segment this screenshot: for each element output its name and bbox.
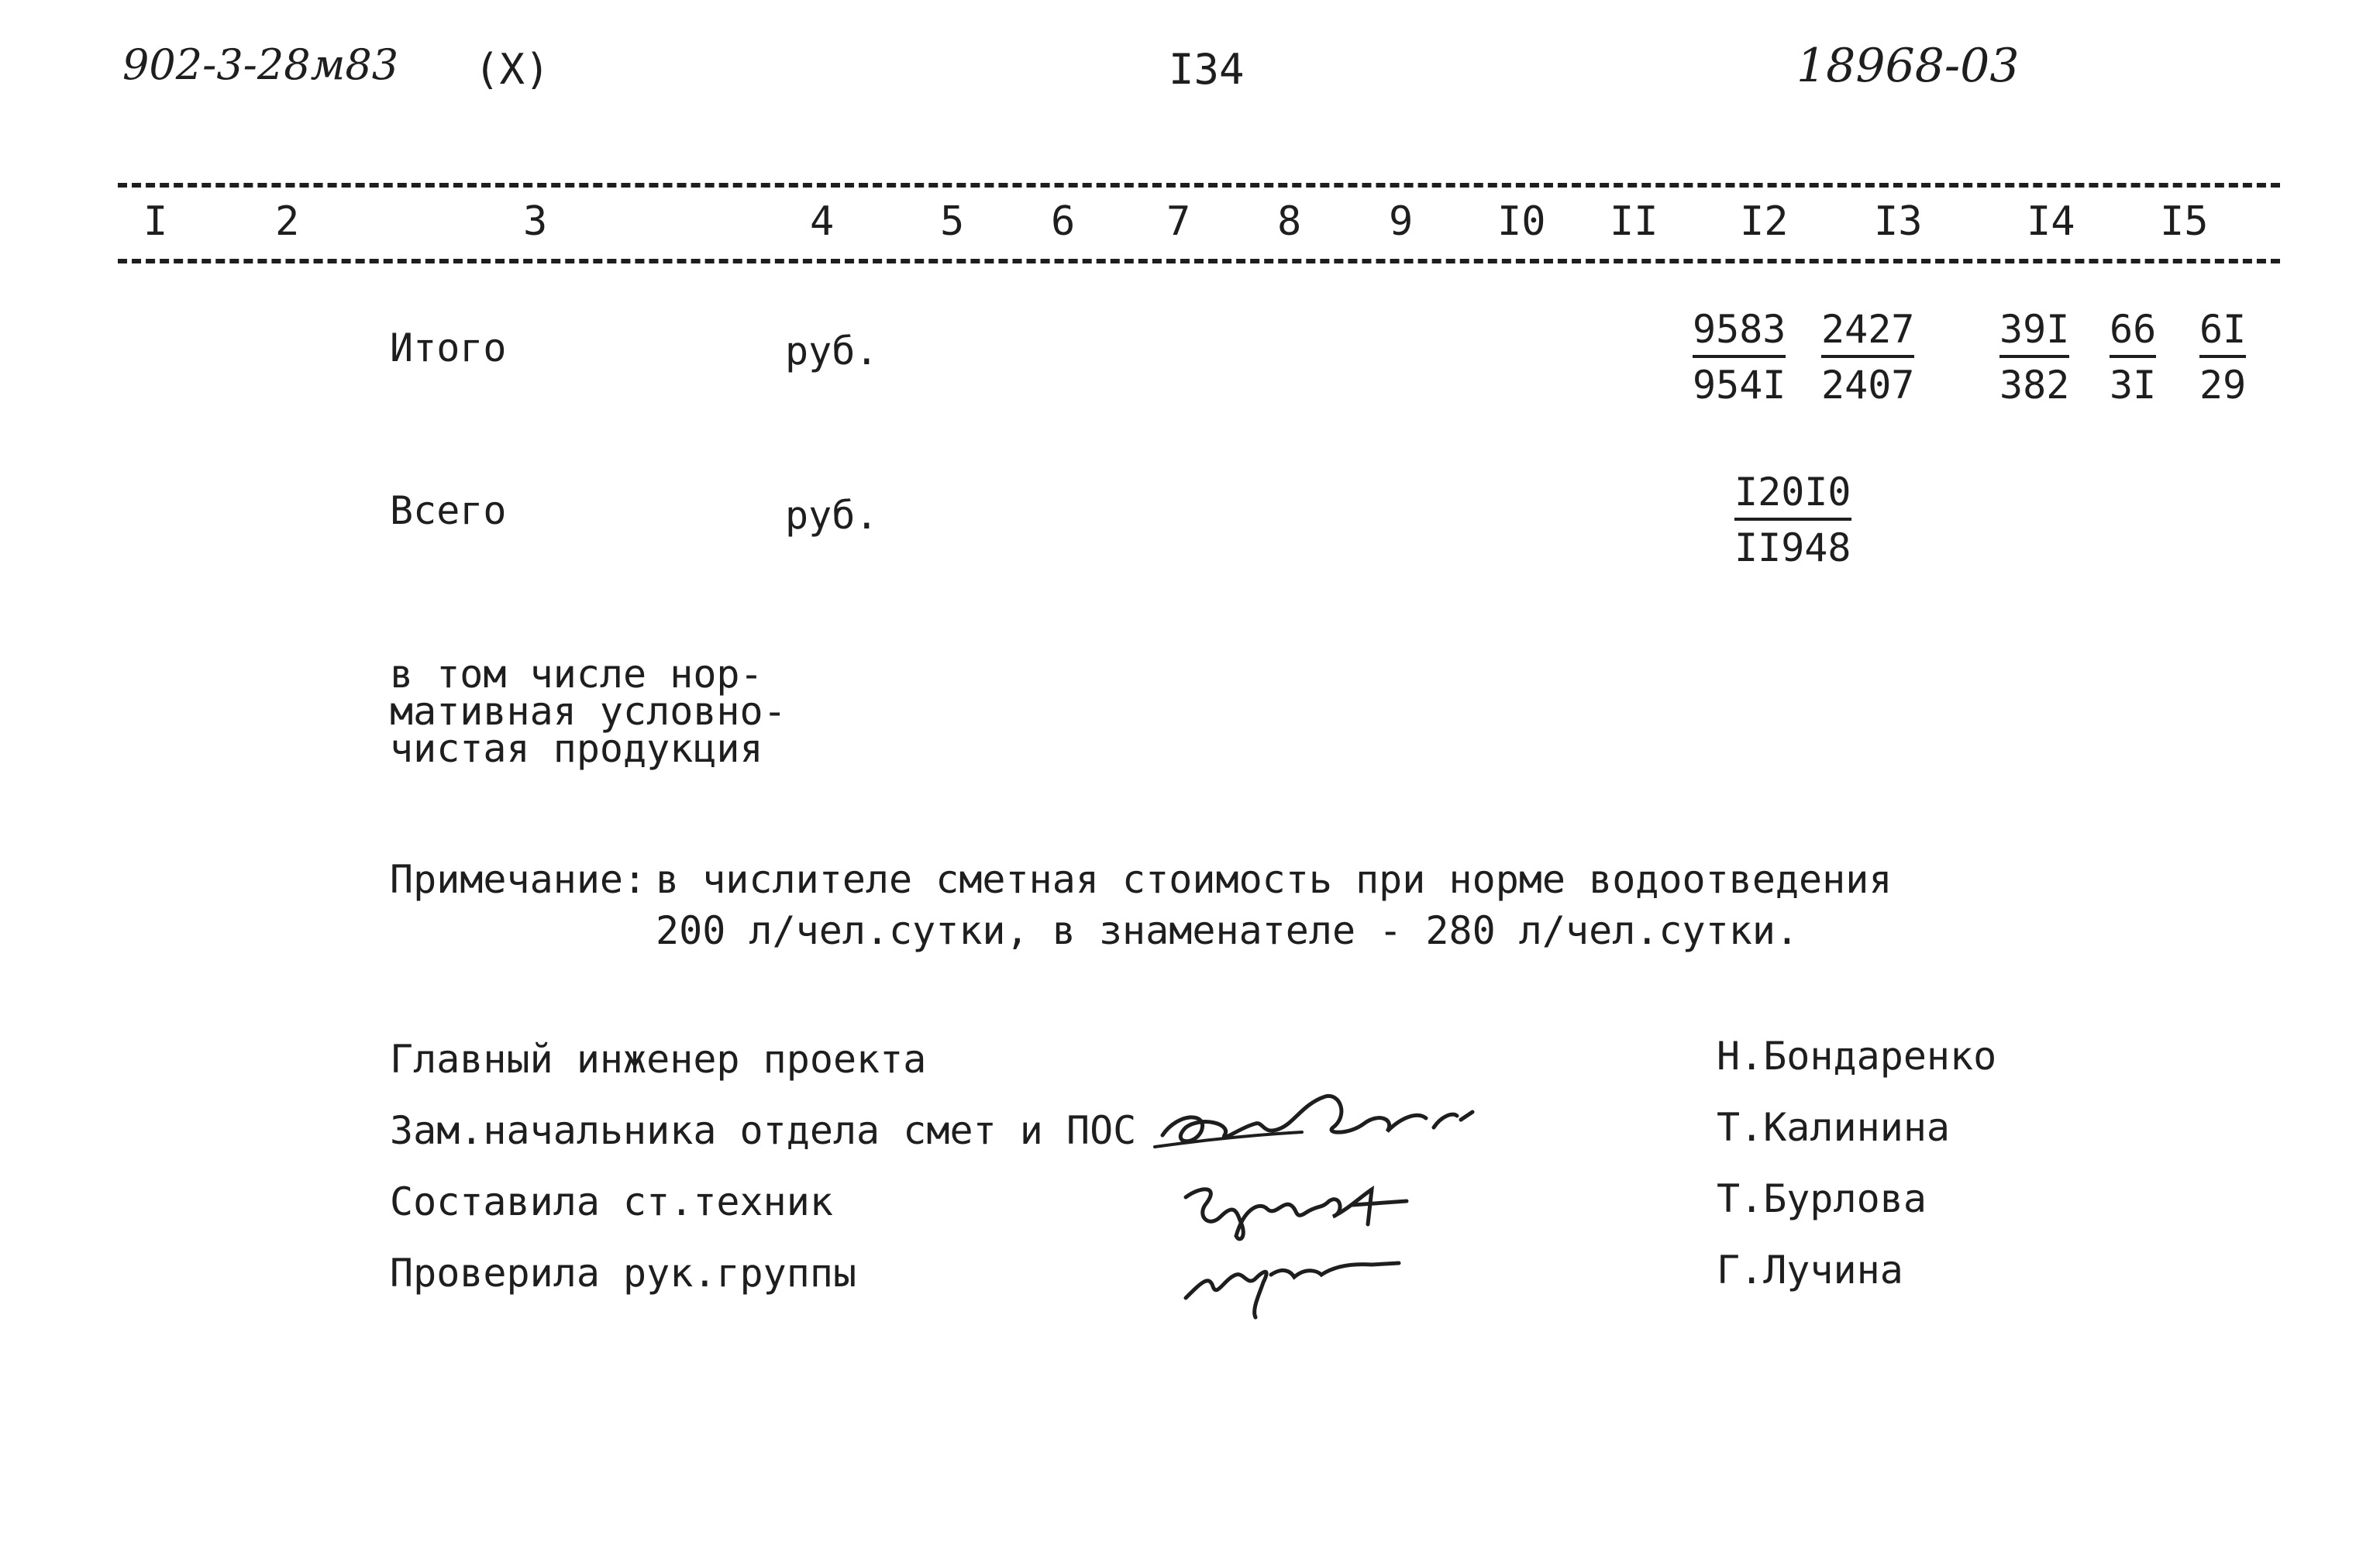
column-number: I4 [2027, 198, 2075, 245]
denominator: 2407 [1821, 363, 1915, 408]
column-number: 2 [275, 198, 300, 245]
column-number: I [143, 198, 168, 245]
table-header-top-rule [118, 183, 2280, 188]
column-number: I3 [1874, 198, 1923, 245]
signature-luchina [1178, 1240, 1410, 1325]
page-number: I34 [1169, 45, 1245, 94]
section-number: (X) [474, 45, 550, 94]
numerator: 2427 [1821, 310, 1914, 358]
grand-total-label: Всего [390, 488, 507, 533]
signature-burlova [1174, 1162, 1438, 1248]
signatory-name: Н.Бондаренко [1717, 1034, 1997, 1079]
column-number: 7 [1166, 198, 1191, 245]
signatory-role: Зам.начальника отдела смет и ПОС [390, 1108, 1137, 1153]
totals-label: Итого [390, 325, 507, 370]
column-number: I2 [1740, 198, 1789, 245]
document-code-right: 18968-03 [1796, 39, 2020, 93]
signatory-role: Главный инженер проекта [390, 1037, 927, 1082]
numerator: 9583 [1693, 310, 1786, 358]
denominator: 29 [2199, 363, 2247, 408]
column-number: I5 [2160, 198, 2209, 245]
totals-value-col14 [1999, 307, 2070, 408]
table-header-bottom-rule [118, 259, 2280, 263]
numerator: 66 [2110, 310, 2156, 358]
column-number: 8 [1277, 198, 1302, 245]
grand-total-unit: руб. [785, 493, 879, 538]
column-number: 4 [810, 198, 835, 245]
signatory-name: Г.Лучина [1717, 1248, 1903, 1293]
document-code-left: 902-3-28м83 [122, 40, 399, 89]
denominator: 954I [1693, 363, 1786, 408]
column-number: 6 [1051, 198, 1076, 245]
numerator: 39I [1999, 310, 2069, 358]
including-line: чистая продукция [390, 726, 763, 771]
column-number: II [1610, 198, 1658, 245]
note-label: Примечание: [390, 857, 647, 902]
grand-total-value [1734, 470, 1851, 570]
signatory-role: Проверила рук.группы [390, 1251, 857, 1296]
denominator: 3I [2110, 363, 2157, 408]
totals-value-col12 [1693, 307, 1786, 408]
numerator: 6I [2199, 310, 2246, 358]
denominator: II948 [1734, 525, 1851, 570]
column-number: 3 [523, 198, 548, 245]
including-line: мативная условно- [390, 689, 787, 734]
including-line: в том числе нор- [390, 652, 763, 697]
signature-kalinina [1147, 1081, 1488, 1166]
signatory-name: Т.Бурлова [1717, 1176, 1927, 1221]
column-number: I0 [1497, 198, 1546, 245]
totals-value-col15b [2199, 307, 2247, 408]
signatory-role: Составила ст.техник [390, 1179, 833, 1224]
signatory-name: Т.Калинина [1717, 1105, 1951, 1150]
including-note [390, 652, 787, 771]
totals-value-col15a [2110, 307, 2157, 408]
numerator: I20I0 [1734, 473, 1851, 521]
note-line-1: в числителе сметная стоимость при норме водоотведения [656, 857, 1893, 902]
column-number: 5 [940, 198, 965, 245]
column-number: 9 [1389, 198, 1414, 245]
totals-unit: руб. [785, 329, 879, 374]
denominator: 382 [1999, 363, 2070, 408]
note-line-2: 200 л/чел.сутки, в знаменателе - 280 л/чел.сутки. [656, 908, 1800, 953]
totals-value-col13 [1821, 307, 1915, 408]
